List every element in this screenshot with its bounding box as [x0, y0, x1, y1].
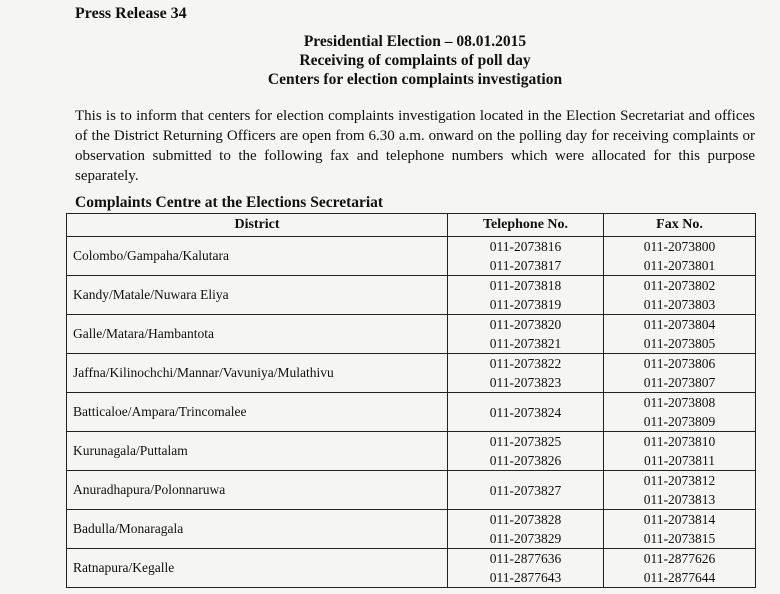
table-row — [67, 276, 756, 315]
complaints-centre-table — [66, 213, 756, 588]
telephone-cell — [448, 276, 604, 315]
telephone-number: 011-2073819 — [489, 297, 562, 312]
fax-number: 011-2073805 — [643, 336, 716, 351]
fax-cell — [604, 237, 756, 276]
telephone-number: 011-2073825 — [489, 434, 562, 449]
fax-number: 011-2073813 — [643, 492, 716, 507]
telephone-number: 011-2073816 — [489, 239, 562, 254]
column-header-fax: Fax No. — [604, 214, 756, 237]
fax-cell — [604, 549, 756, 588]
district-cell: Ratnapura/Kegalle — [67, 549, 448, 588]
telephone-number: 011-2073827 — [489, 482, 562, 498]
section-heading: Complaints Centre at the Elections Secretariat — [75, 194, 384, 211]
column-header-district: District — [67, 214, 448, 237]
fax-number: 011-2073814 — [643, 512, 716, 527]
district-cell: Colombo/Gampaha/Kalutara — [67, 237, 448, 276]
fax-number: 011-2073812 — [643, 473, 716, 488]
telephone-cell — [448, 315, 604, 354]
telephone-number: 011-2877636 — [489, 551, 562, 566]
column-header-telephone: Telephone No. — [448, 214, 604, 237]
telephone-number: 011-2073823 — [489, 375, 562, 390]
fax-cell — [604, 393, 756, 432]
telephone-cell — [448, 432, 604, 471]
fax-cell — [604, 354, 756, 393]
fax-number: 011-2073811 — [644, 453, 715, 468]
document-title-line-2: Receiving of complaints of poll day — [299, 52, 531, 69]
district-cell: Badulla/Monaragala — [67, 510, 448, 549]
table-header-row — [67, 214, 756, 237]
table-body — [67, 237, 756, 588]
fax-number: 011-2073802 — [643, 278, 716, 293]
district-cell: Jaffna/Kilinochchi/Mannar/Vavuniya/Mulathivu — [67, 354, 448, 393]
fax-cell — [604, 432, 756, 471]
fax-cell — [604, 315, 756, 354]
fax-number: 011-2073810 — [643, 434, 716, 449]
table-row — [67, 315, 756, 354]
telephone-cell — [448, 471, 604, 510]
intro-paragraph: This is to inform that centers for election complaints investigation located in the Election Secretariat and offices of the District Returning Officers are open from 6.30 a.m. onward on the polling day for receiving complaints or observation submitted to the following fax and telephone numbers which were allocated for this purpose separately. — [75, 108, 755, 184]
telephone-number: 011-2073824 — [489, 404, 562, 420]
telephone-number: 011-2073826 — [489, 453, 562, 468]
document-title-line-3: Centers for election complaints investigation — [267, 71, 563, 88]
telephone-number: 011-2073817 — [489, 258, 562, 273]
telephone-number: 011-2877643 — [489, 570, 562, 585]
table-row — [67, 393, 756, 432]
fax-number: 011-2073804 — [643, 317, 716, 332]
telephone-number: 011-2073821 — [489, 336, 562, 351]
telephone-cell — [448, 237, 604, 276]
fax-number: 011-2073809 — [643, 414, 716, 429]
fax-number: 011-2877626 — [643, 551, 716, 566]
fax-cell — [604, 276, 756, 315]
telephone-number: 011-2073829 — [489, 531, 562, 546]
table-row — [67, 237, 756, 276]
table-row — [67, 510, 756, 549]
press-release-label: Press Release 34 — [75, 5, 187, 22]
fax-cell — [604, 471, 756, 510]
telephone-number: 011-2073818 — [489, 278, 562, 293]
fax-number: 011-2877644 — [643, 570, 716, 585]
table-row — [67, 354, 756, 393]
telephone-cell — [448, 510, 604, 549]
fax-number: 011-2073815 — [643, 531, 716, 546]
telephone-number: 011-2073828 — [489, 512, 562, 527]
telephone-cell — [448, 549, 604, 588]
fax-number: 011-2073806 — [643, 356, 716, 371]
fax-number: 011-2073807 — [643, 375, 716, 390]
telephone-number: 011-2073822 — [489, 356, 562, 371]
fax-number: 011-2073803 — [643, 297, 716, 312]
telephone-cell — [448, 393, 604, 432]
district-cell: Batticaloe/Ampara/Trincomalee — [67, 393, 448, 432]
district-cell: Anuradhapura/Polonnaruwa — [67, 471, 448, 510]
fax-number: 011-2073800 — [643, 239, 716, 254]
district-cell: Galle/Matara/Hambantota — [67, 315, 448, 354]
table-row — [67, 549, 756, 588]
district-cell: Kurunagala/Puttalam — [67, 432, 448, 471]
fax-number: 011-2073801 — [643, 258, 716, 273]
fax-cell — [604, 510, 756, 549]
document-title-block — [0, 32, 780, 89]
fax-number: 011-2073808 — [643, 395, 716, 410]
document-title-line-1: Presidential Election – 08.01.2015 — [303, 33, 527, 50]
table-row — [67, 432, 756, 471]
district-cell: Kandy/Matale/Nuwara Eliya — [67, 276, 448, 315]
telephone-cell — [448, 354, 604, 393]
telephone-number: 011-2073820 — [489, 317, 562, 332]
table-row — [67, 471, 756, 510]
